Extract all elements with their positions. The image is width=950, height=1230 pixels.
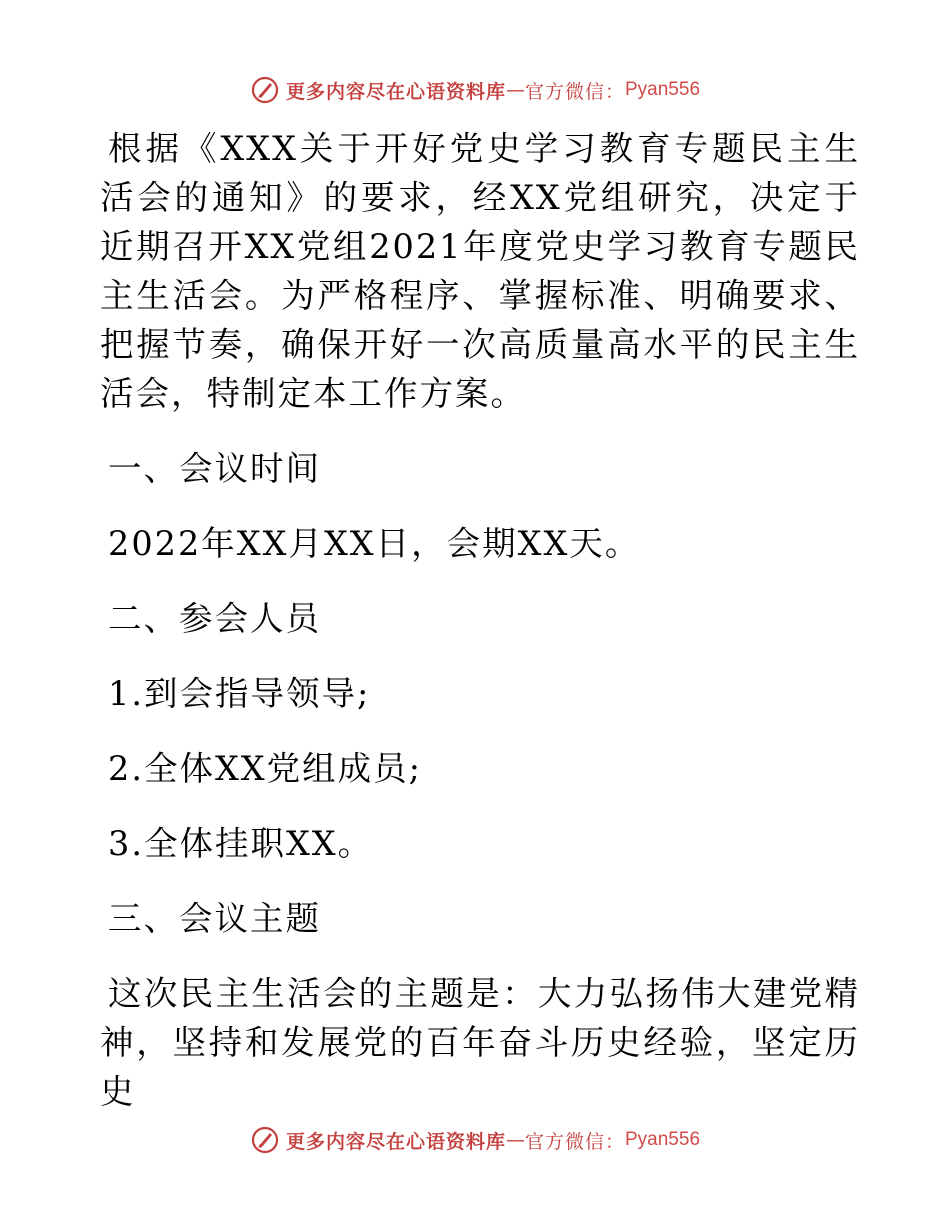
watermark-wechat-id: Pyan556	[625, 1129, 701, 1150]
watermark-dash: —	[505, 79, 525, 101]
watermark-main-text: 更多内容尽在心语资料库	[285, 1130, 506, 1153]
quill-pen-logo-icon	[250, 1125, 280, 1155]
watermark-dash: —	[505, 1129, 525, 1151]
theme-paragraph: 这次民主生活会的主题是：大力弘扬伟大建党精神，坚持和发展党的百年奋斗历史经验，坚定历史	[100, 974, 860, 1111]
quill-pen-logo-icon	[250, 75, 280, 105]
watermark-sub-text: 官方微信：	[524, 80, 625, 103]
header-watermark	[0, 72, 950, 108]
attendee-item: 3.全体挂职XX。	[108, 824, 374, 863]
watermark-wechat-id: Pyan556	[625, 79, 701, 100]
attendee-item: 2.全体XX党组成员;	[108, 749, 422, 788]
watermark-sub-text: 官方微信：	[524, 1130, 625, 1153]
meeting-time-text: 2022年XX月XX日，会期XX天。	[108, 524, 641, 563]
section-heading-attendees: 二、参会人员	[108, 599, 321, 638]
footer-watermark	[0, 1122, 950, 1158]
section-heading-theme: 三、会议主题	[108, 899, 321, 938]
section-heading-time: 一、会议时间	[108, 449, 321, 488]
attendee-item: 1.到会指导领导;	[108, 674, 371, 713]
document-body	[100, 124, 860, 1116]
intro-paragraph: 根据《XXX关于开好党史学习教育专题民主生活会的通知》的要求，经XX党组研究，决定于近期召开XX党组2021年度党史学习教育专题民主生活会。为严格程序、掌握标准、明确要求、把握节奏，确保开好一次高质量高水平的民主生活会，特制定本工作方案。	[100, 129, 860, 413]
watermark-main-text: 更多内容尽在心语资料库	[285, 80, 506, 103]
